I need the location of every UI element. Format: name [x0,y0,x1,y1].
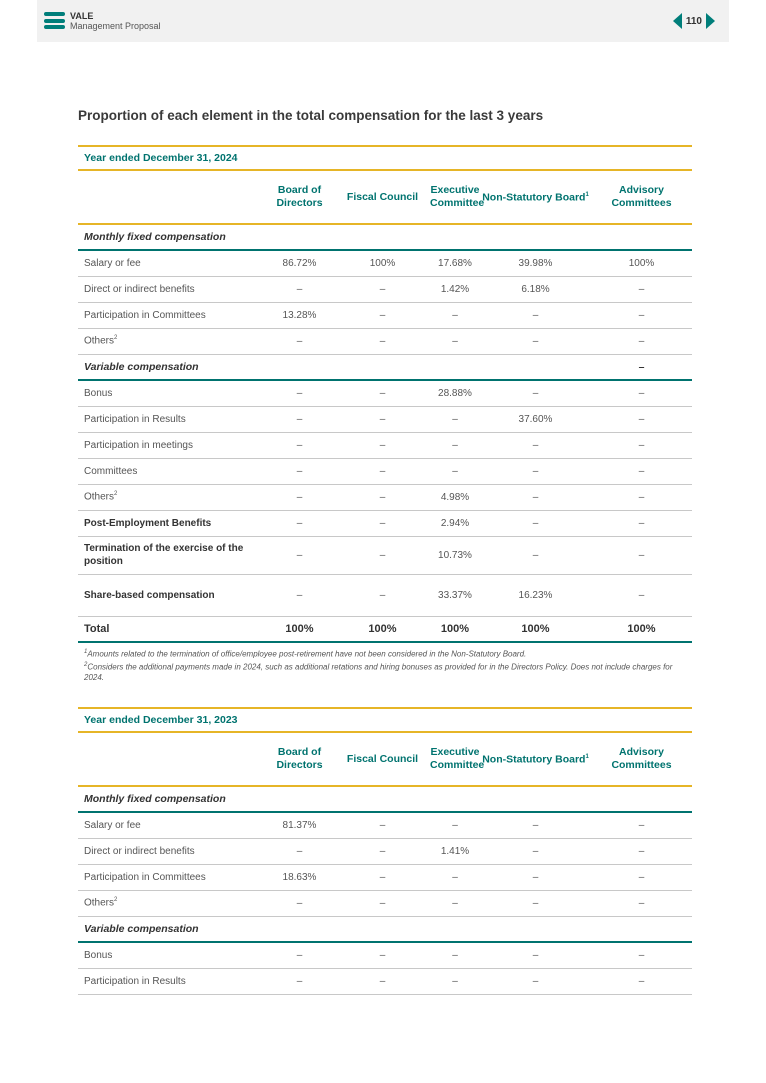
row-label-text: Variable compensation [84,922,199,935]
row-label-text: Participation in Committees [84,871,206,883]
value-cell: – [264,536,335,574]
footnote-ref: 2 [114,491,118,498]
col-header-text: Non-Statutory Board [482,753,586,766]
row-label-text: Participation in Results [84,975,186,987]
value-cell: – [430,432,480,458]
row-label-text: Participation in Results [84,413,186,425]
value-cell: – [335,812,430,838]
value-cell: – [264,406,335,432]
table-row [78,838,692,864]
menu-icon[interactable] [44,12,65,29]
table-row [78,276,692,302]
table-row [78,890,692,916]
value-cell: – [264,574,335,616]
value-cell: – [480,510,591,536]
footnote-ref: 1 [585,754,589,761]
row-label [78,916,264,942]
value-cell: – [335,942,430,968]
table-row [78,968,692,994]
next-page-icon[interactable] [706,13,715,29]
value-cell: – [264,838,335,864]
row-label-text: Monthly fixed compensation [84,793,226,805]
value-cell: – [264,968,335,994]
value-cell: – [264,890,335,916]
value-cell [480,224,591,250]
value-cell [264,354,335,380]
col-header: Board of Directors [264,733,335,786]
table-row [78,942,692,968]
row-label [78,406,264,432]
row-label [78,616,264,642]
value-cell: 18.63% [264,864,335,890]
value-cell: – [335,574,430,616]
value-cell: – [591,510,692,536]
value-cell [335,786,430,812]
col-header: Fiscal Council [335,733,430,786]
value-cell: – [591,406,692,432]
row-label-text: Direct or indirect benefits [84,845,195,857]
value-cell [335,354,430,380]
value-cell [591,224,692,250]
value-cell: – [335,968,430,994]
value-cell: – [591,484,692,510]
value-cell: – [335,302,430,328]
row-label [78,354,264,380]
value-cell: 1.42% [430,276,480,302]
value-cell: 100% [591,616,692,642]
page-header [37,0,729,42]
col-header: Executive Committee [430,171,480,224]
table-row [78,432,692,458]
row-label-text: Participation in meetings [84,439,193,451]
value-cell: – [480,432,591,458]
value-cell: – [430,968,480,994]
row-label-text: Direct or indirect benefits [84,283,195,295]
row-label-text: Total [84,622,110,635]
footnote-ref: 2 [114,897,118,904]
row-label-text: Others [84,491,115,503]
value-cell: – [591,968,692,994]
value-cell: 16.23% [480,574,591,616]
value-cell: – [264,380,335,406]
table-row [78,328,692,354]
row-label [78,224,264,250]
value-cell: 100% [335,616,430,642]
value-cell: – [264,432,335,458]
table-2023 [78,707,692,995]
col-header [480,171,591,224]
footnote-text: Amounts related to the termination of office/employee post-retirement have not been considered in the Non-Statutory Board. [87,649,527,659]
header-blank [78,171,264,224]
page-number: 110 [685,15,702,27]
row-label-text: Monthly fixed compensation [84,231,226,243]
table-row [78,380,692,406]
value-cell: – [430,812,480,838]
row-label-text: Committees [84,465,138,477]
brand [70,11,161,31]
value-cell: – [480,968,591,994]
value-cell [430,354,480,380]
value-cell [591,916,692,942]
row-label [78,250,264,276]
row-label [78,812,264,838]
col-header: Advisory Committees [591,733,692,786]
value-cell: 86.72% [264,250,335,276]
row-label [78,890,264,916]
value-cell [335,916,430,942]
table-2024 [78,145,692,683]
page-title: Proportion of each element in the total compensation for the last 3 years [78,108,544,123]
value-cell: – [335,458,430,484]
value-cell: – [264,276,335,302]
row-label [78,838,264,864]
value-cell: 37.60% [480,406,591,432]
row-label [78,536,264,574]
value-cell: – [480,458,591,484]
table-row [78,250,692,276]
value-cell [264,786,335,812]
value-cell [264,916,335,942]
value-cell: 1.41% [430,838,480,864]
value-cell: 28.88% [430,380,480,406]
footnote-text: Considers the additional payments made in 2024, such as additional retations and hiring bonuses as provided for in the Directors Policy. Does not include charges for 2024. [84,662,673,683]
value-cell: – [591,864,692,890]
value-cell: – [480,838,591,864]
value-cell: – [335,510,430,536]
value-cell: – [480,942,591,968]
row-label-text: Share-based compensation [84,589,215,601]
value-cell [480,916,591,942]
value-cell: – [335,276,430,302]
table-header-row [78,171,692,224]
value-cell: – [264,510,335,536]
value-cell: – [591,432,692,458]
compensation-table-2023 [78,733,692,995]
value-cell [430,786,480,812]
table-row [78,864,692,890]
row-label-text: Termination of the exercise of the position [84,543,244,567]
table-row [78,510,692,536]
row-label [78,786,264,812]
table-row [78,458,692,484]
value-cell: – [335,484,430,510]
value-cell [430,224,480,250]
row-label-text: Bonus [84,949,113,961]
value-cell: – [591,380,692,406]
col-header: Board of Directors [264,171,335,224]
value-cell: – [430,406,480,432]
brand-subtitle: Management Proposal [70,21,161,31]
value-cell: – [480,302,591,328]
value-cell: – [430,942,480,968]
value-cell: 33.37% [430,574,480,616]
section-row [78,786,692,812]
value-cell: 6.18% [480,276,591,302]
value-cell: – [591,574,692,616]
value-cell: – [335,432,430,458]
row-label [78,276,264,302]
value-cell [264,224,335,250]
row-label [78,432,264,458]
value-cell: – [430,302,480,328]
value-cell [335,224,430,250]
footnotes [78,647,692,683]
value-cell: – [591,812,692,838]
row-label [78,942,264,968]
value-cell: 10.73% [430,536,480,574]
row-label [78,458,264,484]
value-cell: 4.98% [430,484,480,510]
value-cell: 100% [264,616,335,642]
footnote-ref: 1 [585,192,589,199]
table-header-row [78,733,692,786]
total-row [78,616,692,642]
value-cell: – [480,380,591,406]
value-cell: – [264,484,335,510]
value-cell: 100% [591,250,692,276]
section-row [78,354,692,380]
table-row [78,812,692,838]
value-cell: – [591,536,692,574]
value-cell: – [335,890,430,916]
value-cell: – [591,328,692,354]
value-cell: – [335,328,430,354]
value-cell: – [480,812,591,838]
value-cell: – [591,458,692,484]
value-cell: – [591,354,692,380]
section-row [78,916,692,942]
row-label-text: Post-Employment Benefits [84,517,212,529]
col-header: Executive Committee [430,733,480,786]
value-cell: 2.94% [430,510,480,536]
value-cell: – [480,890,591,916]
value-cell: – [480,536,591,574]
row-label [78,574,264,616]
row-label [78,328,264,354]
row-label-text: Bonus [84,387,113,399]
table-row [78,484,692,510]
footnote-2: $^2$Considers the additional payments made in 2024, such as additional retations and hiring bonuses as provided for in the Directors Policy. Does not include charges for 2024. [84,661,673,683]
footnote-ref: 2 [114,335,118,342]
brand-name: VALE [70,11,94,21]
value-cell: – [335,406,430,432]
value-cell: – [480,328,591,354]
value-cell [480,786,591,812]
value-cell: 39.98% [480,250,591,276]
value-cell: 81.37% [264,812,335,838]
row-label-text: Others [84,335,115,347]
value-cell: – [264,458,335,484]
col-header [480,733,591,786]
value-cell: – [335,536,430,574]
value-cell: – [591,890,692,916]
value-cell: – [591,942,692,968]
value-cell: – [480,864,591,890]
value-cell: 17.68% [430,250,480,276]
row-label [78,380,264,406]
row-label [78,484,264,510]
value-cell: 100% [480,616,591,642]
col-header: Advisory Committees [591,171,692,224]
row-label [78,968,264,994]
value-cell: – [335,380,430,406]
value-cell [430,916,480,942]
value-cell: – [480,484,591,510]
year-heading-2023: Year ended December 31, 2023 [78,707,692,733]
value-cell: – [430,890,480,916]
value-cell: – [335,864,430,890]
section-row [78,224,692,250]
value-cell [591,786,692,812]
col-header-text: Non-Statutory Board [482,191,586,204]
table-row [78,302,692,328]
value-cell: 100% [335,250,430,276]
value-cell: 100% [430,616,480,642]
row-label-text: Participation in Committees [84,309,206,321]
col-header: Fiscal Council [335,171,430,224]
value-cell: – [264,942,335,968]
value-cell: – [335,838,430,864]
row-label-text: Others [84,897,115,909]
table-row [78,406,692,432]
value-cell: – [430,458,480,484]
previous-page-icon[interactable] [673,13,682,29]
header-blank [78,733,264,786]
table-row [78,536,692,574]
value-cell [480,354,591,380]
value-cell: – [264,328,335,354]
compensation-table-2024 [78,171,692,643]
value-cell: 13.28% [264,302,335,328]
value-cell: – [430,864,480,890]
row-label-text: Salary or fee [84,257,141,269]
value-cell: – [591,302,692,328]
value-cell: – [430,328,480,354]
row-label [78,510,264,536]
row-label [78,864,264,890]
pager [673,13,715,29]
row-label-text: Variable compensation [84,360,199,373]
row-label [78,302,264,328]
value-cell: – [591,838,692,864]
table-row [78,574,692,616]
year-heading-2024: Year ended December 31, 2024 [78,145,692,171]
value-cell: – [591,276,692,302]
row-label-text: Salary or fee [84,819,141,831]
footnote-1: $^1$Amounts related to the termination of office/employee post-retirement have not been considered in the Non-Statutory Board. [84,649,527,659]
